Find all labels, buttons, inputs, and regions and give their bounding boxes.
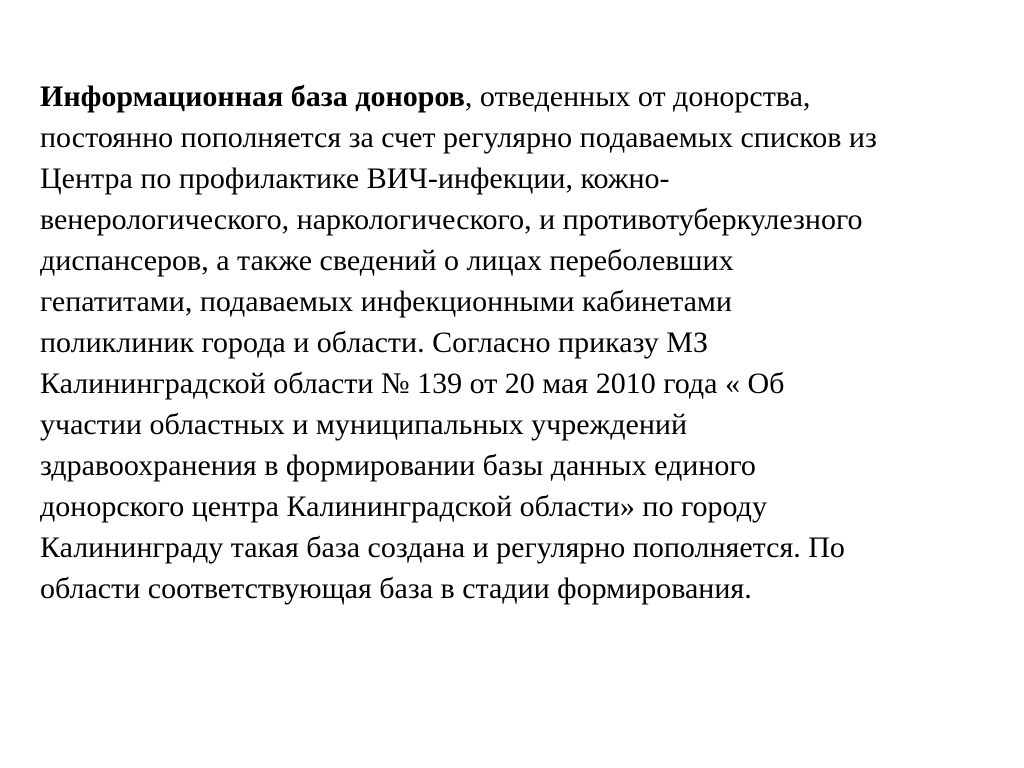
text-line: области соответствующая база в стадии формирования. bbox=[40, 572, 752, 605]
text-line: поликлиник города и области. Согласно приказу МЗ bbox=[40, 326, 708, 359]
body-paragraph bbox=[40, 76, 1000, 609]
text-line: венерологического, наркологического, и противотуберкулезного bbox=[40, 203, 863, 236]
text-line: здравоохранения в формировании базы данных единого bbox=[40, 449, 756, 482]
text-line: диспансеров, а также сведений о лицах переболевших bbox=[40, 244, 734, 277]
text-line: участии областных и муниципальных учреждений bbox=[40, 408, 688, 441]
text-line-continuation: , отведенных от донорства, bbox=[464, 80, 811, 113]
text-line: Центра по профилактике ВИЧ-инфекции, кожно- bbox=[40, 162, 670, 195]
bold-lead-phrase: Информационная база доноров bbox=[40, 80, 465, 113]
text-line: Калининградской области № 139 от 20 мая 2010 года « Об bbox=[40, 367, 785, 400]
text-line: донорского центра Калининградской области» по городу bbox=[40, 490, 767, 523]
text-line bbox=[40, 76, 1000, 117]
text-line: постоянно пополняется за счет регулярно подаваемых списков из bbox=[40, 121, 877, 154]
text-line: Калининграду такая база создана и регулярно пополняется. По bbox=[40, 531, 845, 564]
text-line: гепатитами, подаваемых инфекционными кабинетами bbox=[40, 285, 732, 318]
